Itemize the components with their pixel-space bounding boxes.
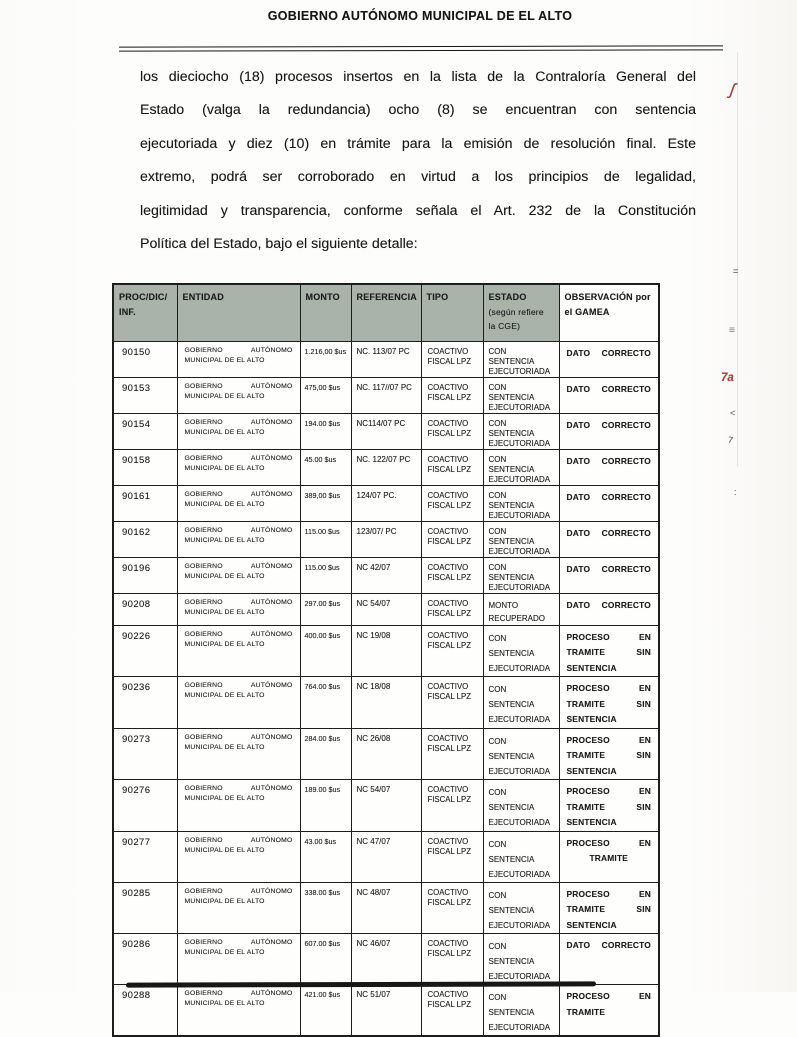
cell-referencia: 124/07 PC.: [351, 485, 421, 521]
cell-monto: 1.216,00 $us: [300, 341, 351, 377]
column-header-line: REFERENCIA: [356, 292, 418, 302]
cell-estado: [483, 485, 559, 521]
column-header-line: el GAMEA: [564, 306, 610, 317]
observacion-line: DATO CORRECTO: [566, 419, 651, 430]
observacion-line: DATO CORRECTO: [566, 527, 651, 538]
cell-entidad: [177, 377, 300, 413]
cell-referencia: NC. 113/07 PC: [351, 341, 421, 377]
estado-text: CON SENTENCIA EJECUTORIADA: [488, 942, 551, 981]
margin-mark: ≡: [729, 325, 735, 336]
cell-monto: 115.00 $us: [300, 521, 351, 557]
estado-text: CON SENTENCIA EJECUTORIADA: [488, 490, 551, 520]
cell-observacion: [559, 449, 659, 485]
entidad-line: MUNICIPAL DE EL ALTO: [184, 692, 265, 699]
tipo-text: COACTIVO FISCAL LPZ: [427, 562, 471, 582]
entidad-line: GOBIERNO AUTÓNOMO: [184, 836, 293, 844]
cell-estado: [483, 557, 559, 593]
cell-estado: [483, 413, 559, 449]
entidad-line: GOBIERNO AUTÓNOMO: [184, 382, 293, 390]
estado-text: CON SENTENCIA EJECUTORIADA: [488, 382, 551, 412]
cell-entidad: [177, 985, 300, 1037]
column-header-line: TIPO: [426, 292, 449, 302]
observacion-line: SENTENCIA: [566, 817, 617, 827]
cell-tipo: [421, 831, 483, 882]
cell-proc: 90154: [113, 413, 177, 449]
cell-observacion: [559, 413, 659, 449]
cell-referencia: NC 54/07: [351, 780, 421, 832]
column-header-tipo: [421, 284, 483, 341]
observacion-line: TRAMITE SIN: [566, 904, 651, 914]
margin-mark: 7: [727, 434, 734, 446]
observacion-line: DATO CORRECTO: [566, 940, 651, 950]
cell-monto: 421.00 $us: [300, 985, 351, 1037]
table-body: [113, 341, 659, 1036]
cell-referencia: NC 47/07: [351, 831, 421, 882]
cell-proc: 90208: [113, 593, 177, 625]
cell-referencia: NC 18/08: [351, 677, 421, 729]
entidad-line: MUNICIPAL DE EL ALTO: [184, 536, 265, 544]
estado-text: CON SENTENCIA EJECUTORIADA: [488, 346, 551, 376]
column-header-line: OBSERVACIÓN por: [564, 292, 651, 302]
column-header-entidad: [177, 284, 300, 341]
estado-text: CON SENTENCIA EJECUTORIADA: [488, 736, 551, 776]
cell-proc: 90162: [113, 521, 177, 557]
cell-observacion: [559, 557, 659, 593]
entidad-line: GOBIERNO AUTÓNOMO: [184, 346, 293, 354]
cell-referencia: NC 46/07: [351, 934, 421, 985]
divider-line-bottom: [119, 49, 723, 51]
cell-tipo: [421, 413, 483, 449]
table-row: [113, 593, 659, 625]
table-row: [113, 557, 659, 593]
cell-monto: 43.00 $us: [300, 831, 351, 882]
cell-referencia: NC 19/08: [351, 625, 421, 677]
cell-referencia: 123/07/ PC: [351, 521, 421, 557]
cell-proc: 90226: [113, 625, 177, 677]
cell-monto: 607.00 $us: [300, 934, 351, 985]
entidad-line: MUNICIPAL DE EL ALTO: [184, 464, 265, 472]
cell-monto: 475,00 $us: [300, 377, 351, 413]
entidad-line: MUNICIPAL DE EL ALTO: [184, 846, 265, 854]
cell-monto: 400.00 $us: [300, 625, 351, 677]
cell-entidad: [177, 728, 300, 780]
table-row: [113, 341, 659, 377]
column-header-proc: [113, 284, 177, 341]
tipo-text: COACTIVO FISCAL LPZ: [427, 454, 471, 474]
header-divider: [119, 45, 723, 51]
estado-text: CON SENTENCIA EJECUTORIADA: [488, 685, 551, 724]
tipo-text: COACTIVO FISCAL LPZ: [427, 836, 471, 856]
margin-mark: ʃ: [728, 79, 737, 100]
cell-proc: 90150: [113, 341, 177, 377]
observacion-line: DATO CORRECTO: [566, 563, 651, 574]
cell-monto: 764.00 $us: [300, 677, 351, 729]
entidad-line: GOBIERNO AUTÓNOMO: [184, 598, 293, 606]
observacion-line: DATO CORRECTO: [566, 491, 651, 502]
cell-monto: 45.00 $us: [300, 449, 351, 485]
tipo-text: COACTIVO FISCAL LPZ: [427, 785, 471, 804]
observacion-line: TRAMITE SIN: [566, 698, 651, 709]
cell-entidad: [177, 625, 300, 677]
observacion-line: PROCESO EN: [566, 837, 651, 848]
cell-proc: 90286: [113, 934, 177, 985]
tipo-text: COACTIVO FISCAL LPZ: [427, 526, 471, 546]
observacion-line: PROCESO EN: [566, 734, 651, 745]
cell-referencia: NC 48/07: [351, 882, 421, 934]
cell-proc: 90277: [113, 831, 177, 882]
entidad-line: GOBIERNO AUTÓNOMO: [184, 887, 293, 895]
tipo-text: COACTIVO FISCAL LPZ: [427, 733, 471, 753]
column-header-line: (según refiere: [488, 306, 544, 317]
column-header-observacion: [559, 284, 659, 341]
cell-estado: [483, 677, 559, 729]
column-header-referencia: [351, 284, 421, 341]
observacion-line: PROCESO EN: [566, 991, 651, 1001]
entidad-line: MUNICIPAL DE EL ALTO: [184, 356, 265, 364]
cell-tipo: [421, 985, 483, 1037]
tipo-text: COACTIVO FISCAL LPZ: [427, 382, 471, 402]
cell-observacion: [559, 985, 659, 1037]
cell-estado: [483, 593, 559, 625]
observacion-line: DATO CORRECTO: [566, 599, 651, 610]
column-header-line: INF.: [119, 306, 136, 317]
entidad-line: MUNICIPAL DE EL ALTO: [184, 392, 265, 400]
cell-proc: 90276: [113, 780, 177, 832]
observacion-line: SENTENCIA: [566, 662, 617, 673]
estado-text: CON SENTENCIA EJECUTORIADA: [488, 633, 551, 673]
entidad-line: MUNICIPAL DE EL ALTO: [184, 572, 265, 580]
observacion-line: TRAMITE: [589, 853, 629, 863]
entidad-line: GOBIERNO AUTÓNOMO: [184, 562, 293, 570]
cell-proc: 90273: [113, 728, 177, 780]
entidad-line: MUNICIPAL DE EL ALTO: [184, 608, 265, 616]
observacion-line: DATO CORRECTO: [566, 455, 651, 466]
entidad-line: GOBIERNO AUTÓNOMO: [184, 418, 293, 426]
table-row: [113, 985, 659, 1037]
divider-line-top: [119, 45, 723, 47]
cell-entidad: [177, 449, 300, 485]
cell-tipo: [421, 377, 483, 413]
cell-estado: [483, 449, 559, 485]
cell-tipo: [421, 780, 483, 832]
table-row: [113, 449, 659, 485]
entidad-line: MUNICIPAL DE EL ALTO: [184, 428, 265, 436]
tipo-text: COACTIVO FISCAL LPZ: [427, 990, 471, 1009]
cell-tipo: [421, 485, 483, 521]
entidad-line: MUNICIPAL DE EL ALTO: [184, 1000, 265, 1007]
entidad-line: GOBIERNO AUTÓNOMO: [184, 526, 293, 534]
table-row: [113, 485, 659, 521]
table-row: [113, 882, 659, 934]
margin-mark: <: [730, 408, 736, 418]
entidad-line: GOBIERNO AUTÓNOMO: [184, 785, 293, 792]
page-title: GOBIERNO AUTÓNOMO MUNICIPAL DE EL ALTO: [267, 9, 573, 23]
cell-entidad: [177, 521, 300, 557]
processes-table: [112, 283, 660, 1037]
entidad-line: MUNICIPAL DE EL ALTO: [184, 500, 265, 508]
cell-proc: 90285: [113, 882, 177, 934]
cell-estado: [483, 341, 559, 377]
tipo-text: COACTIVO FISCAL LPZ: [427, 418, 471, 438]
tipo-text: COACTIVO FISCAL LPZ: [427, 630, 471, 650]
cell-tipo: [421, 728, 483, 780]
cell-tipo: [421, 449, 483, 485]
body-paragraph: [140, 61, 696, 261]
column-header-line: la CGE): [488, 321, 521, 331]
cell-tipo: [421, 934, 483, 985]
cell-referencia: NC 42/07: [351, 557, 421, 593]
entidad-line: GOBIERNO AUTÓNOMO: [184, 682, 293, 689]
table-row: [113, 677, 659, 729]
cell-tipo: [421, 593, 483, 625]
cell-entidad: [177, 557, 300, 593]
page-fold-line: [737, 52, 738, 467]
cell-proc: 90161: [113, 485, 177, 521]
table-row: [113, 831, 659, 882]
estado-text: CON SENTENCIA EJECUTORIADA: [488, 418, 551, 448]
paragraph-line: legitimidad y transparencia, conforme señala el Art. 232 de la Constitución: [140, 202, 696, 219]
observacion-line: SENTENCIA: [566, 919, 617, 930]
column-header-line: PROC/DIC/: [119, 292, 168, 302]
margin-mark: =: [733, 266, 739, 276]
observacion-line: PROCESO EN: [566, 683, 651, 693]
cell-estado: [483, 985, 559, 1037]
tipo-text: COACTIVO FISCAL LPZ: [427, 682, 471, 701]
observacion-line: PROCESO EN: [566, 631, 651, 642]
cell-tipo: [421, 521, 483, 557]
cell-tipo: [421, 557, 483, 593]
estado-text: CON SENTENCIA EJECUTORIADA: [488, 454, 551, 484]
cell-monto: 389,00 $us: [300, 485, 351, 521]
estado-text: CON SENTENCIA EJECUTORIADA: [488, 562, 551, 592]
cell-proc: 90158: [113, 449, 177, 485]
tipo-text: COACTIVO FISCAL LPZ: [427, 887, 471, 907]
cell-observacion: [559, 780, 659, 832]
cell-referencia: NC. 117//07 PC: [351, 377, 421, 413]
margin-mark: :: [734, 487, 737, 497]
cell-tipo: [421, 677, 483, 729]
estado-text: MONTO RECUPERADO: [488, 600, 545, 623]
cell-estado: [483, 625, 559, 677]
cell-proc: 90236: [113, 677, 177, 729]
observacion-line: TRAMITE SIN: [566, 801, 651, 812]
cell-proc: 90153: [113, 377, 177, 413]
column-header-line: MONTO: [305, 292, 340, 302]
entidad-line: MUNICIPAL DE EL ALTO: [184, 795, 265, 802]
cell-observacion: [559, 882, 659, 934]
entidad-line: GOBIERNO AUTÓNOMO: [184, 733, 293, 741]
cell-estado: [483, 728, 559, 780]
observacion-line: SENTENCIA: [566, 714, 617, 724]
cell-entidad: [177, 831, 300, 882]
paragraph-line: los dieciocho (18) procesos insertos en la lista de la Contraloría General del: [140, 69, 696, 85]
cell-tipo: [421, 625, 483, 677]
tipo-text: COACTIVO FISCAL LPZ: [427, 939, 471, 958]
paragraph-line: Política del Estado, bajo el siguiente detalle:: [140, 236, 418, 253]
table-row: [113, 780, 659, 832]
entidad-line: GOBIERNO AUTÓNOMO: [184, 939, 293, 946]
table-row: [113, 625, 659, 677]
table-row: [113, 377, 659, 413]
entidad-line: GOBIERNO AUTÓNOMO: [184, 630, 293, 638]
cell-monto: 338.00 $us: [300, 882, 351, 934]
entidad-line: MUNICIPAL DE EL ALTO: [184, 640, 265, 648]
observacion-line: TRAMITE SIN: [566, 750, 651, 760]
observacion-line: SENTENCIA: [566, 765, 617, 776]
estado-text: CON SENTENCIA EJECUTORIADA: [488, 890, 551, 930]
estado-text: CON SENTENCIA EJECUTORIADA: [488, 839, 551, 879]
column-header-line: ENTIDAD: [182, 292, 224, 302]
cell-referencia: NC 26/08: [351, 728, 421, 780]
cell-referencia: NC 54/07: [351, 593, 421, 625]
cell-entidad: [177, 882, 300, 934]
paragraph-line: extremo, podrá ser corroborado en virtud a los principios de legalidad,: [140, 169, 696, 186]
column-header-monto: [300, 284, 351, 341]
cell-monto: 297.00 $us: [300, 593, 351, 625]
entidad-line: MUNICIPAL DE EL ALTO: [184, 743, 265, 751]
observacion-line: PROCESO EN: [566, 888, 651, 899]
cell-estado: [483, 377, 559, 413]
observacion-line: DATO CORRECTO: [566, 347, 651, 358]
cell-referencia: NC. 122/07 PC: [351, 449, 421, 485]
observacion-line: TRAMITE: [566, 1006, 606, 1017]
cell-entidad: [177, 341, 300, 377]
estado-text: CON SENTENCIA EJECUTORIADA: [488, 993, 551, 1032]
table-row: [113, 413, 659, 449]
entidad-line: GOBIERNO AUTÓNOMO: [184, 454, 293, 462]
cell-tipo: [421, 341, 483, 377]
cell-observacion: [559, 593, 659, 625]
processes-table-wrap: [112, 283, 660, 1037]
cell-tipo: [421, 882, 483, 934]
tipo-text: COACTIVO FISCAL LPZ: [427, 598, 471, 618]
cell-estado: [483, 780, 559, 832]
table-row: [113, 934, 659, 985]
cell-observacion: [559, 728, 659, 780]
cell-estado: [483, 882, 559, 934]
cell-observacion: [559, 485, 659, 521]
cell-observacion: [559, 377, 659, 413]
cell-entidad: [177, 780, 300, 832]
cell-entidad: [177, 485, 300, 521]
tipo-text: COACTIVO FISCAL LPZ: [427, 490, 471, 510]
cell-observacion: [559, 625, 659, 677]
cell-monto: 284.00 $us: [300, 728, 351, 780]
cell-referencia: NC 51/07: [351, 985, 421, 1037]
cell-entidad: [177, 593, 300, 625]
cell-proc: 90196: [113, 557, 177, 593]
cell-monto: 194.00 $us: [300, 413, 351, 449]
table-row: [113, 521, 659, 557]
cell-estado: [483, 934, 559, 985]
cell-entidad: [177, 413, 300, 449]
cell-referencia: NC114/07 PC: [351, 413, 421, 449]
cell-estado: [483, 831, 559, 882]
entidad-line: GOBIERNO AUTÓNOMO: [184, 490, 293, 498]
entidad-line: MUNICIPAL DE EL ALTO: [184, 949, 265, 956]
observacion-line: DATO CORRECTO: [566, 383, 651, 394]
table-row: [113, 728, 659, 780]
paragraph-line: Estado (valga la redundancia) ocho (8) se encuentran con sentencia: [140, 102, 696, 119]
margin-mark: 7a: [721, 372, 734, 384]
estado-text: CON SENTENCIA EJECUTORIADA: [488, 788, 551, 827]
cell-observacion: [559, 831, 659, 882]
entidad-line: MUNICIPAL DE EL ALTO: [184, 897, 265, 905]
cell-monto: 189.00 $us: [300, 780, 351, 832]
entidad-line: GOBIERNO AUTÓNOMO: [184, 990, 293, 997]
cell-observacion: [559, 341, 659, 377]
cell-entidad: [177, 677, 300, 729]
cell-proc: 90288: [113, 985, 177, 1037]
estado-text: CON SENTENCIA EJECUTORIADA: [488, 526, 551, 556]
paragraph-line: ejecutoriada y diez (10) en trámite para la emisión de resolución final. Este: [140, 135, 696, 152]
cell-entidad: [177, 934, 300, 985]
observacion-line: PROCESO EN: [566, 786, 651, 796]
cell-observacion: [559, 521, 659, 557]
column-header-estado: [483, 284, 559, 341]
tipo-text: COACTIVO FISCAL LPZ: [427, 346, 471, 366]
cell-observacion: [559, 934, 659, 985]
cell-estado: [483, 521, 559, 557]
table-header-row: [113, 284, 659, 341]
observacion-line: TRAMITE SIN: [566, 647, 651, 657]
column-header-line: ESTADO: [488, 292, 527, 302]
cell-observacion: [559, 677, 659, 729]
cell-monto: 115.00 $us: [300, 557, 351, 593]
